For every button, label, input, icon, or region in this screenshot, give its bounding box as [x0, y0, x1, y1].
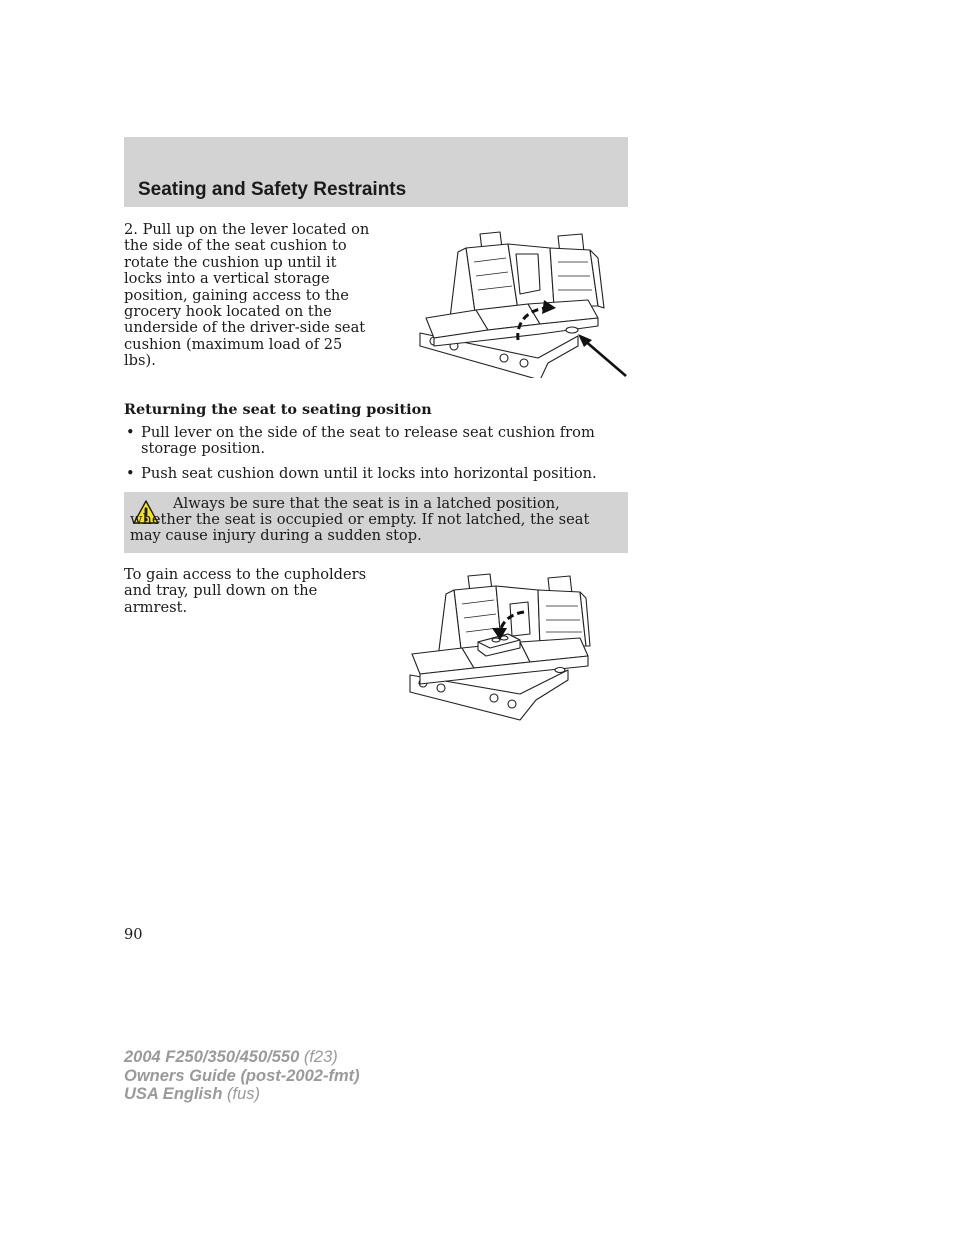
list-item-text: Push seat cushion down until it locks into horizontal position. — [141, 464, 597, 482]
list-item — [124, 425, 628, 458]
warning-text: Always be sure that the seat is in a latched position, whether the seat is occupied or empty. If not latched, the seat may cause injury during a sudden stop. — [130, 495, 590, 545]
step-2-instructions: 2. Pull up on the lever located on the side of the seat cushion to rotate the cushion up until it locks into a vertical storage position, gaining access to the grocery hook located on the underside of the driver-side seat cushion (maximum load of 25 lbs). — [124, 221, 370, 370]
returning-heading: Returning the seat to seating position — [124, 401, 432, 418]
bullet-icon: • — [126, 424, 135, 441]
footer-model: 2004 F250/350/450/550 — [124, 1048, 300, 1066]
footer-language: USA English — [124, 1085, 223, 1103]
returning-steps-list — [124, 425, 628, 490]
section-header — [124, 137, 628, 207]
page-number: 90 — [124, 926, 143, 943]
cupholder-instructions: To gain access to the cupholders and tray, pull down on the armrest. — [124, 566, 367, 616]
footer-line-1 — [124, 1048, 360, 1067]
list-item-text: Pull lever on the side of the seat to release seat cushion from storage position. — [141, 424, 595, 458]
armrest-cupholder-illustration — [408, 570, 593, 725]
bullet-icon: • — [126, 464, 135, 482]
footer-guide: Owners Guide (post-2002-fmt) — [124, 1066, 360, 1085]
section-title: Seating and Safety Restraints — [138, 179, 407, 200]
warning-box — [124, 492, 628, 553]
list-item — [124, 466, 628, 482]
document-footer — [124, 1048, 360, 1104]
rear-seat-lever-illustration — [418, 228, 628, 378]
footer-line-2 — [124, 1067, 360, 1086]
footer-line-3 — [124, 1085, 360, 1104]
footer-language-code: (fus) — [222, 1085, 260, 1103]
footer-model-code: (f23) — [299, 1048, 338, 1066]
